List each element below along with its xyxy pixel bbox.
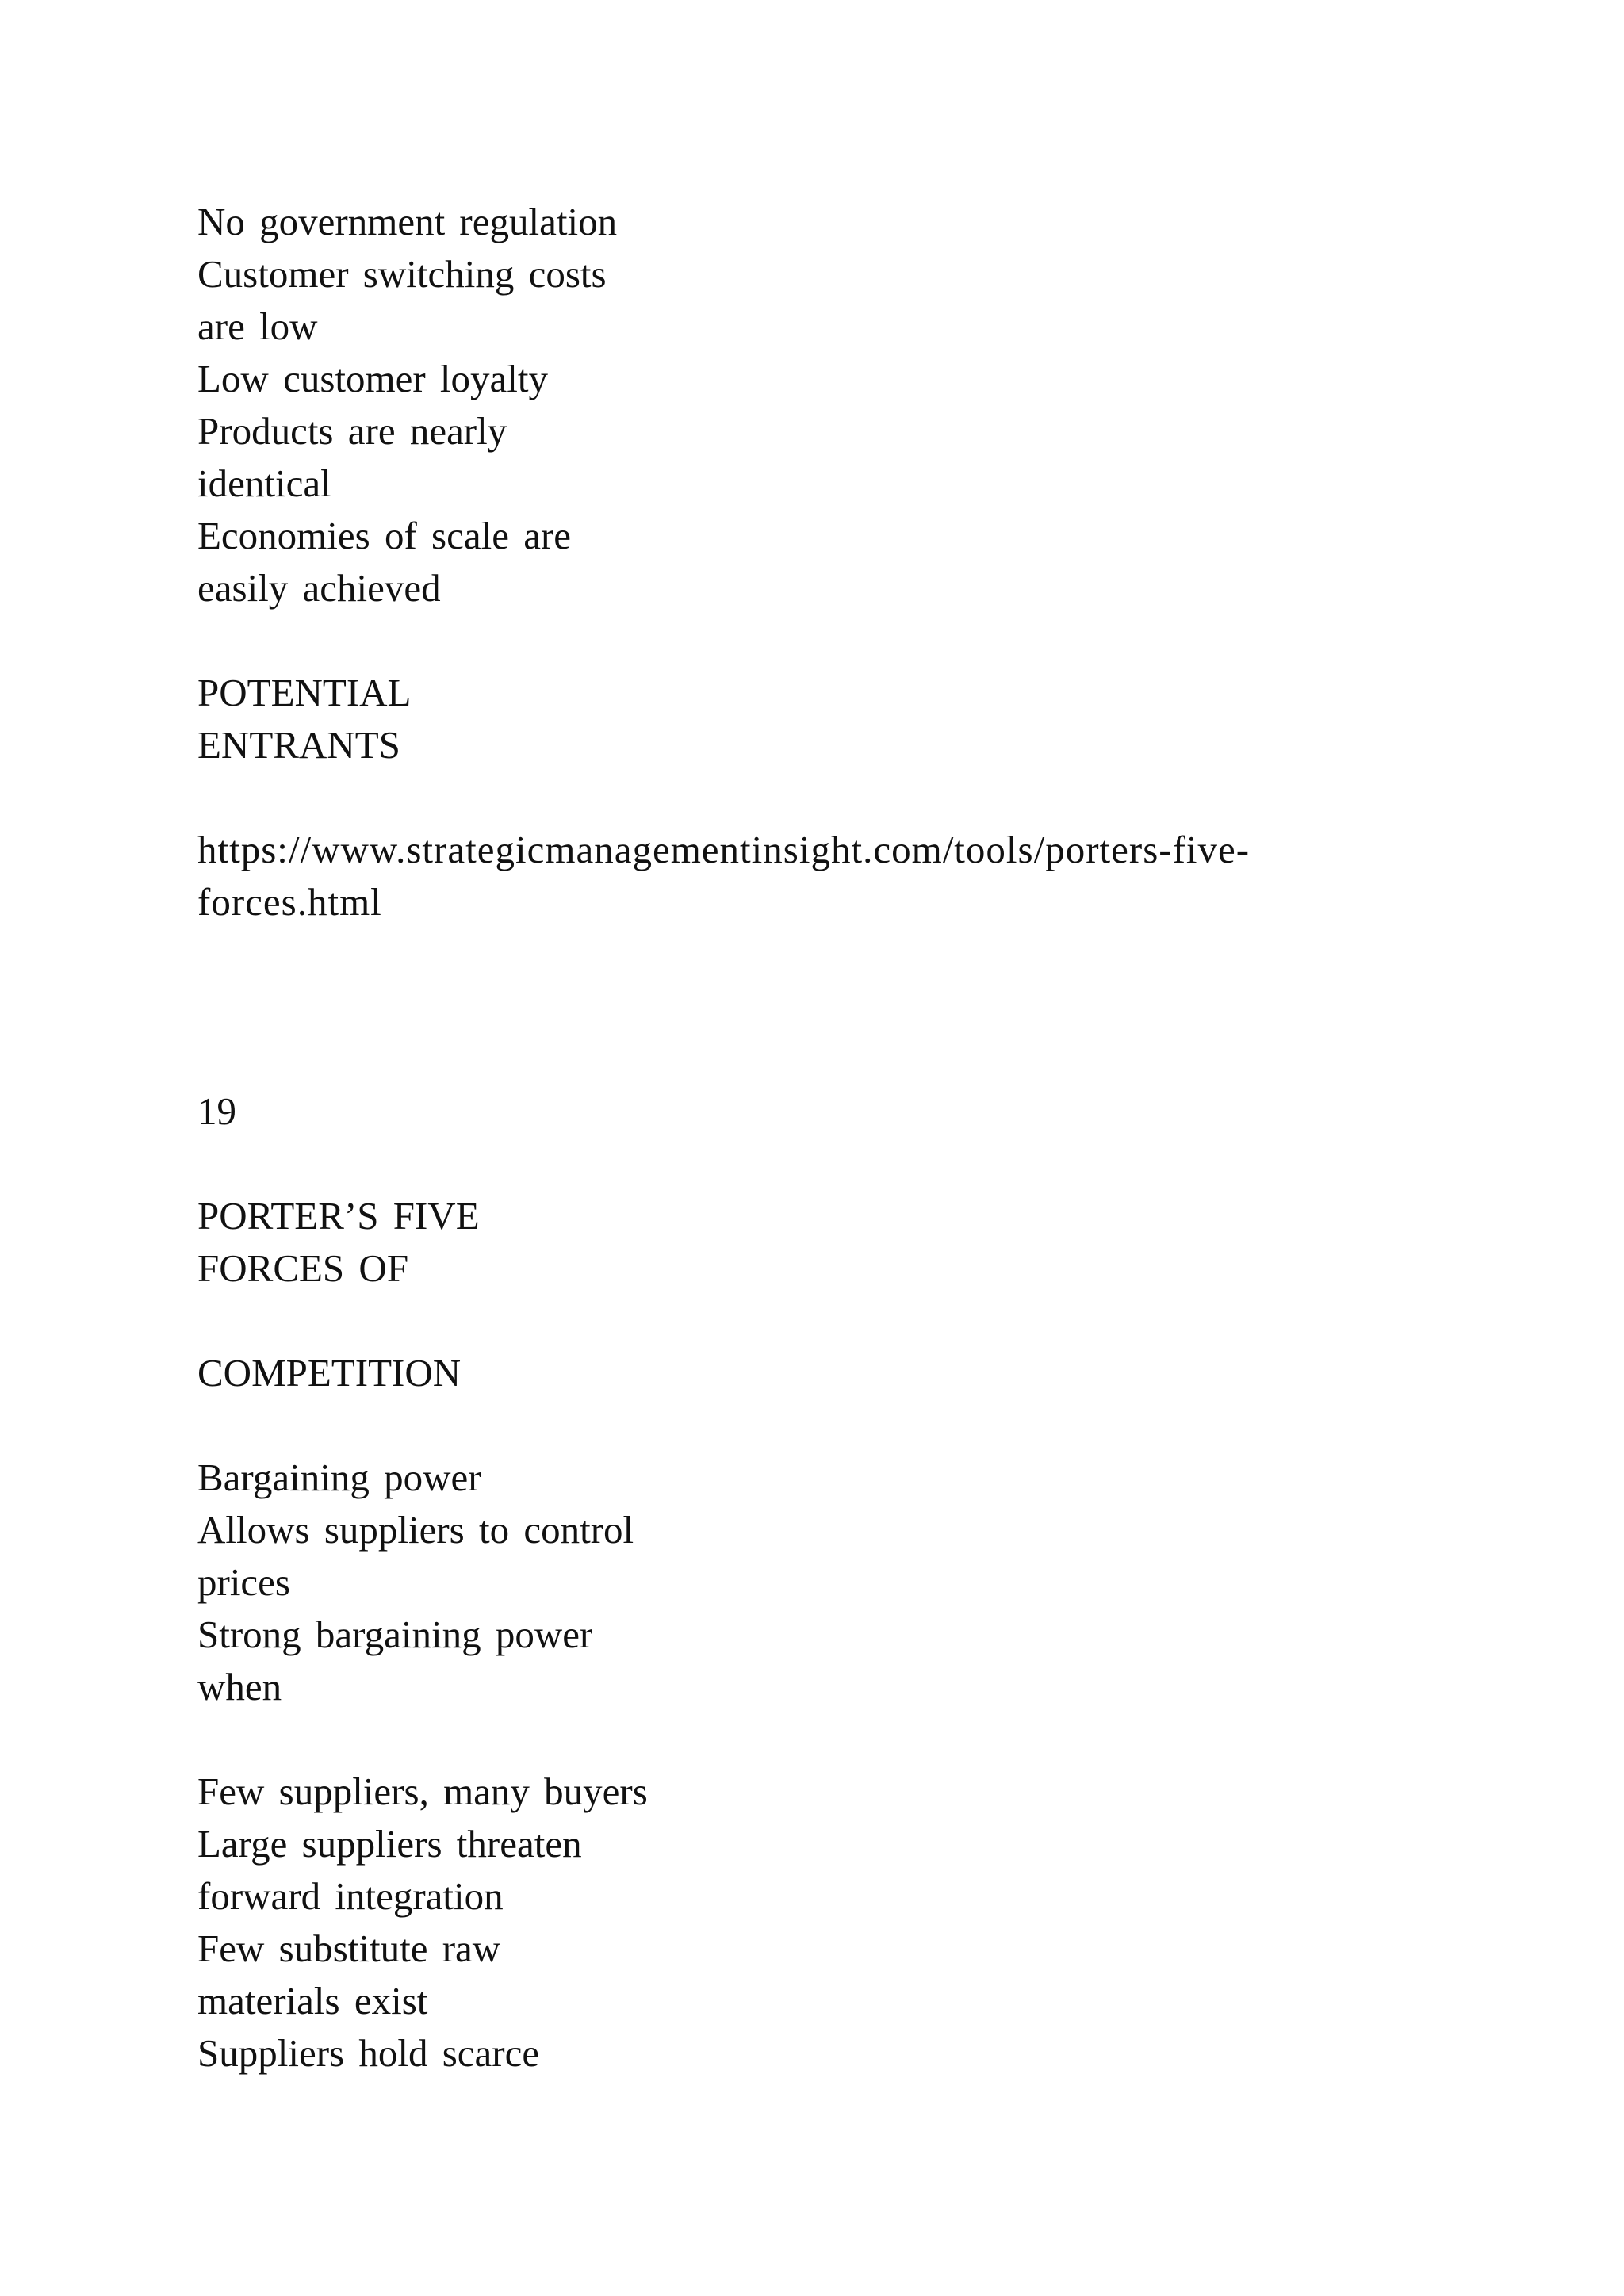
list-line: Low customer loyalty [197, 357, 549, 400]
list-line: Few substitute raw [197, 1927, 501, 1970]
title-line: PORTER’S FIVE [197, 1194, 480, 1238]
list-line: forward integration [197, 1874, 504, 1918]
list-line: identical [197, 461, 331, 505]
heading-line: POTENTIAL [197, 671, 412, 714]
list-line: easily achieved [197, 566, 441, 610]
source-url-line[interactable]: forces.html [197, 880, 382, 924]
list-line: Few suppliers, many buyers [197, 1770, 648, 1813]
page-subtitle: COMPETITION [197, 1351, 462, 1395]
heading-line: ENTRANTS [197, 723, 400, 767]
list-line: Economies of scale are [197, 514, 572, 557]
list-line: materials exist [197, 1979, 428, 2022]
list-line: when [197, 1665, 282, 1709]
source-url-line[interactable]: https://www.strategicmanagementinsight.com/tools/porters-five- [197, 828, 1251, 871]
list-line: Large suppliers threaten [197, 1822, 582, 1866]
title-line: FORCES OF [197, 1246, 409, 1290]
list-line: Products are nearly [197, 409, 508, 453]
slide-number: 19 [197, 1089, 236, 1133]
list-line: Customer switching costs [197, 252, 607, 296]
list-line: are low [197, 304, 318, 348]
list-line: Suppliers hold scarce [197, 2031, 540, 2075]
list-line: No government regulation [197, 200, 618, 243]
list-line: Allows suppliers to control [197, 1508, 634, 1552]
list-line: prices [197, 1560, 290, 1604]
list-line: Bargaining power [197, 1456, 481, 1499]
list-line: Strong bargaining power [197, 1613, 593, 1656]
